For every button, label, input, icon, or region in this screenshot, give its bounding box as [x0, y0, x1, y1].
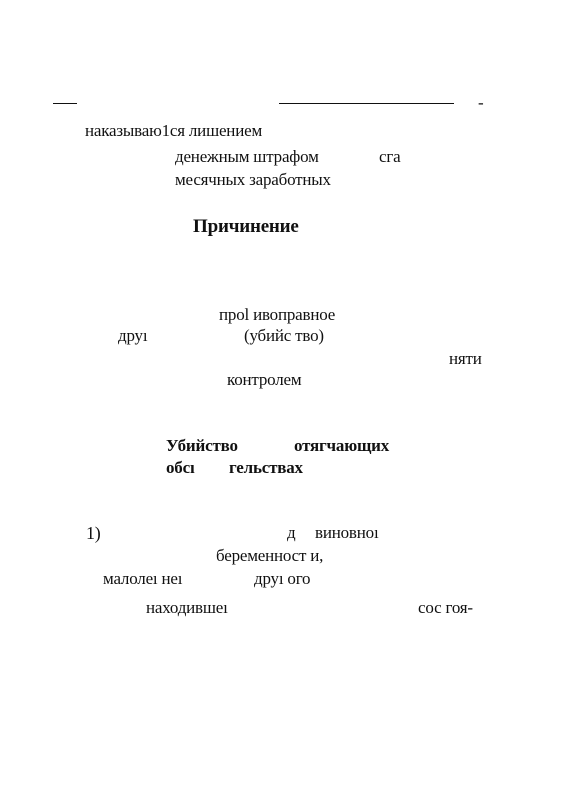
text-fragment: месячных заработных: [175, 170, 331, 189]
text-fragment: сос гоя-: [418, 598, 473, 617]
text-fragment: сга: [379, 147, 401, 166]
text-fragment: наказываю1ся лишением: [85, 121, 263, 140]
text-fragment: няти: [449, 349, 482, 368]
header-dash-right: -: [478, 93, 484, 112]
text-fragment: находившеı: [146, 598, 228, 617]
text-fragment: денежным штрафом: [175, 147, 319, 166]
text-fragment: (убийс тво): [244, 326, 324, 345]
text-fragment: контролем: [227, 370, 302, 389]
subsection-heading: обсı: [166, 458, 195, 477]
header-rule-middle: [279, 103, 454, 104]
text-fragment: д: [287, 523, 296, 542]
text-fragment: малолеı неı: [103, 569, 183, 588]
section-heading: Причинение: [193, 216, 299, 237]
subsection-heading: отягчающих: [294, 436, 390, 455]
text-fragment: друı ого: [254, 569, 311, 588]
text-fragment: беременност и,: [216, 546, 324, 565]
text-fragment: проl ивоправное: [219, 305, 336, 324]
text-fragment: виновноı: [315, 523, 379, 542]
header-rule-left: [53, 103, 77, 104]
subsection-heading: гельствах: [229, 458, 303, 477]
text-fragment: друı: [118, 326, 148, 345]
subsection-heading: Убийство: [166, 436, 238, 455]
list-item-number: 1): [86, 523, 101, 543]
